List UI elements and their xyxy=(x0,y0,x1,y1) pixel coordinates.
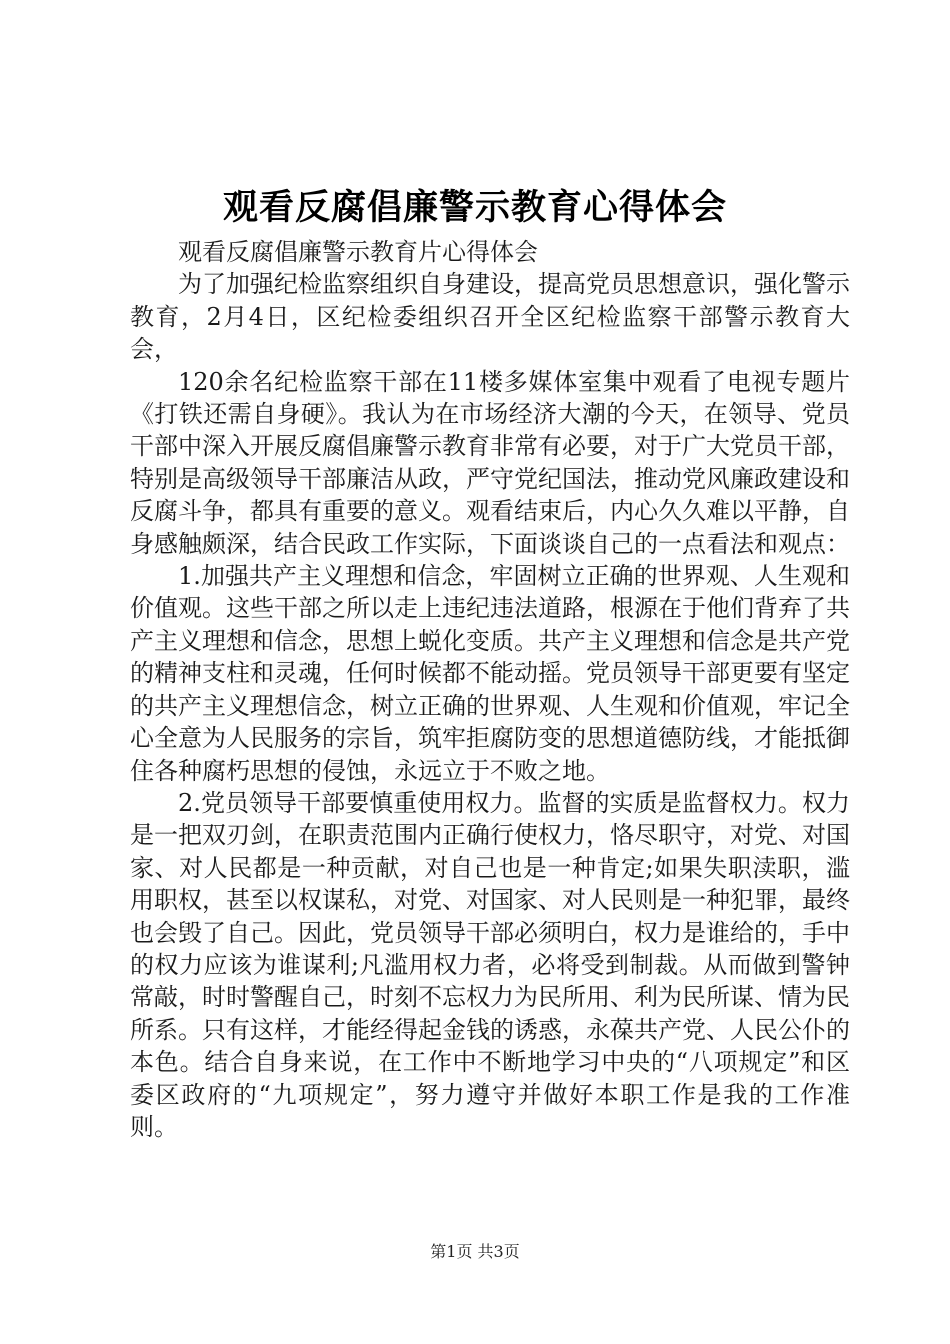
document-title: 观看反腐倡廉警示教育心得体会 xyxy=(222,188,727,228)
paragraph-intro: 为了加强纪检监察组织自身建设，提高党员思想意识，强化警示教育，2月4日，区纪检委组织召开全区纪检监察干部警示教育大会， xyxy=(130,270,850,364)
paragraph-context: 120余名纪检监察干部在11楼多媒体室集中观看了电视专题片《打铁还需自身硬》。我认为在市场经济大潮的今天，在领导、党员干部中深入开展反腐倡廉警示教育非常有必要，对于广大党员干部，特别是高级领导干部廉洁从政，严守党纪国法，推动党风廉政建设和反腐斗争，都具有重要的意义。观看结束后，内心久久难以平静，自身感触颇深，结合民政工作实际，下面谈谈自己的一点看法和观点： xyxy=(130,367,850,558)
paragraph-point-1: 1.加强共产主义理想和信念，牢固树立正确的世界观、人生观和价值观。这些干部之所以走上违纪违法道路，根源在于他们背弃了共产主义理想和信念，思想上蜕化变质。共产主义理想和信念是共产党的精神支柱和灵魂，任何时候都不能动摇。党员领导干部更要有坚定的共产主义理想信念，树立正确的世界观、人生观和价值观，牢记全心全意为人民服务的宗旨，筑牢拒腐防变的思想道德防线，才能抵御住各种腐朽思想的侵蚀，永远立于不败之地。 xyxy=(130,562,850,785)
paragraph-subtitle: 观看反腐倡廉警示教育片心得体会 xyxy=(178,238,538,266)
paragraph-point-2: 2.党员领导干部要慎重使用权力。监督的实质是监督权力。权力是一把双刃剑，在职责范围内正确行使权力，恪尽职守，对党、对国家、对人民都是一种贡献，对自己也是一种肯定;如果失职渎职，滥用职权，甚至以权谋私，对党、对国家、对人民则是一种犯罪，最终也会毁了自己。因此，党员领导干部必须明白，权力是谁给的，手中的权力应该为谁谋利;凡滥用权力者，必将受到制裁。从而做到警钟常敲，时时警醒自己，时刻不忘权力为民所用、利为民所谋、情为民所系。只有这样，才能经得起金钱的诱惑，永葆共产党、人民公仆的本色。结合自身来说，在工作中不断地学习中央的“八项规定”和区委区政府的“九项规定”，努力遵守并做好本职工作是我的工作准则。 xyxy=(130,788,850,1141)
page-number-footer: 第1页 共3页 xyxy=(430,1242,520,1261)
document-body xyxy=(130,236,850,1143)
